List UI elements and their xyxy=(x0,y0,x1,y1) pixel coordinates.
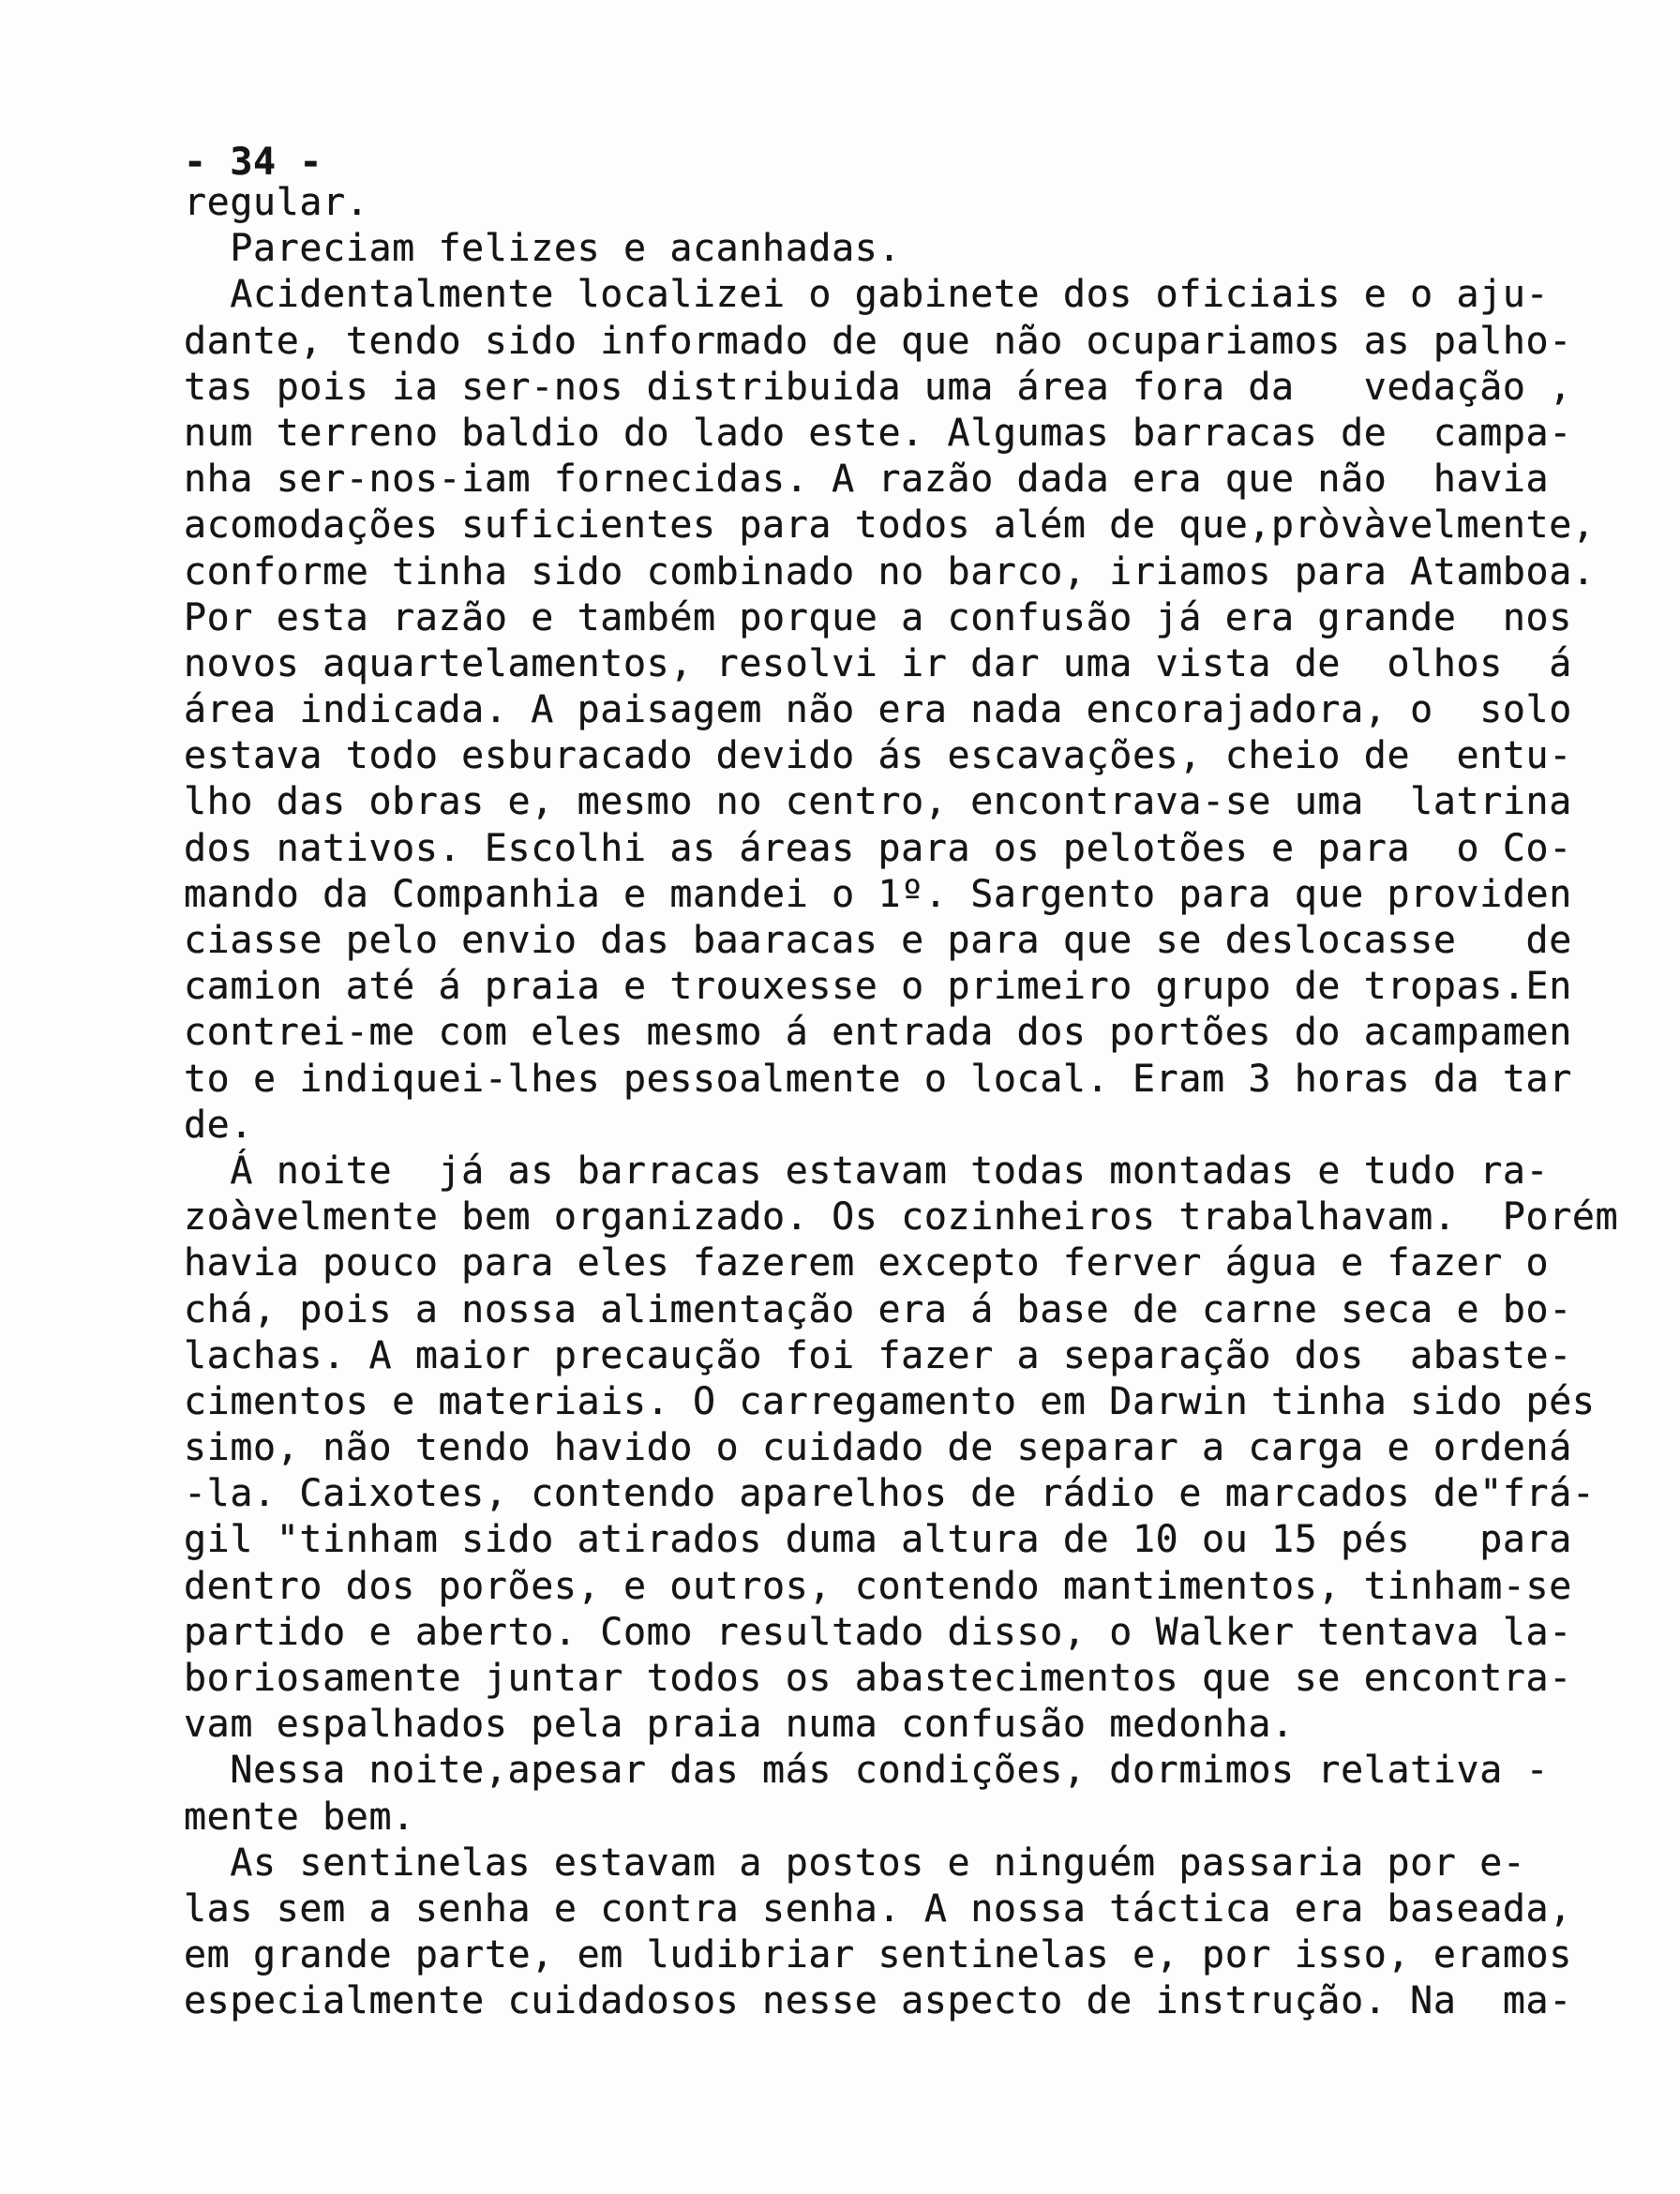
text-line: estava todo esburacado devido ás escavações, cheio de entu- xyxy=(184,734,1572,778)
text-line: novos aquartelamentos, resolvi ir dar uma vista de olhos á xyxy=(184,641,1572,685)
text-line: em grande parte, em ludibriar sentinelas e, por isso, eramos xyxy=(184,1933,1572,1977)
text-line: dos nativos. Escolhi as áreas para os pelotões e para o Co- xyxy=(184,826,1572,870)
text-line: las sem a senha e contra senha. A nossa táctica era baseada, xyxy=(184,1886,1572,1931)
text-line: chá, pois a nossa alimentação era á base de carne seca e bo- xyxy=(184,1287,1572,1331)
text-line: de. xyxy=(184,1103,254,1147)
text-line: zoàvelmente bem organizado. Os cozinheiros trabalhavam. Porém xyxy=(184,1195,1619,1240)
text-line: lho das obras e, mesmo no centro, encontrava-se uma latrina xyxy=(184,780,1572,824)
text-line: acomodações suficientes para todos além de que,pròvàvelmente, xyxy=(184,503,1596,548)
text-line: -la. Caixotes, contendo aparelhos de rádio e marcados de"frá- xyxy=(184,1472,1596,1516)
text-line: partido e aberto. Como resultado disso, o Walker tentava la- xyxy=(184,1610,1572,1654)
text-line: gil "tinham sido atirados duma altura de 10 ou 15 pés para xyxy=(184,1518,1572,1562)
text-line: especialmente cuidadosos nesse aspecto de instrução. Na ma- xyxy=(184,1979,1572,2023)
text-line: Nessa noite,apesar das más condições, dormimos relativa - xyxy=(184,1749,1550,1793)
text-line: As sentinelas estavam a postos e ninguém passaria por e- xyxy=(184,1841,1526,1885)
text-line: mando da Companhia e mandei o 1º. Sargento para que providen xyxy=(184,872,1572,916)
text-line: mente bem. xyxy=(184,1795,415,1839)
text-line: dentro dos porões, e outros, contendo mantimentos, tinham-se xyxy=(184,1564,1572,1608)
text-line: boriosamente juntar todos os abastecimentos que se encontra- xyxy=(184,1657,1572,1700)
text-line: conforme tinha sido combinado no barco, iriamos para Atamboa. xyxy=(184,549,1596,594)
text-line: num terreno baldio do lado este. Algumas barracas de campa- xyxy=(184,411,1572,455)
text-line: regular. xyxy=(184,181,369,224)
page-number: - 34 - xyxy=(184,141,323,184)
text-line: Á noite já as barracas estavam todas montadas e tudo ra- xyxy=(184,1149,1550,1193)
text-line: camion até á praia e trouxesse o primeiro grupo de tropas.En xyxy=(184,965,1572,1009)
text-line: nha ser-nos-iam fornecidas. A razão dada era que não havia xyxy=(184,458,1550,502)
body-text xyxy=(184,180,1619,2025)
text-line: cimentos e materiais. O carregamento em Darwin tinha sido pés xyxy=(184,1379,1596,1423)
text-line: Pareciam felizes e acanhadas. xyxy=(184,227,902,271)
text-line: tas pois ia ser-nos distribuida uma área fora da vedação , xyxy=(184,365,1572,409)
text-line: lachas. A maior precaução foi fazer a separação dos abaste- xyxy=(184,1333,1572,1377)
text-line: área indicada. A paisagem não era nada encorajadora, o solo xyxy=(184,688,1572,732)
text-line: havia pouco para eles fazerem excepto ferver água e fazer o xyxy=(184,1241,1550,1285)
text-line: to e indiquei-lhes pessoalmente o local. Eram 3 horas da tar xyxy=(184,1057,1572,1101)
text-line: vam espalhados pela praia numa confusão medonha. xyxy=(184,1703,1295,1747)
text-line: simo, não tendo havido o cuidado de separar a carga e ordená xyxy=(184,1426,1572,1470)
text-line: ciasse pelo envio das baaracas e para que se deslocasse de xyxy=(184,919,1572,962)
text-line: contrei-me com eles mesmo á entrada dos portões do acampamen xyxy=(184,1011,1572,1055)
text-line: dante, tendo sido informado de que não ocupariamos as palho- xyxy=(184,319,1572,363)
text-line: Acidentalmente localizei o gabinete dos oficiais e o aju- xyxy=(184,273,1550,317)
text-line: Por esta razão e também porque a confusão já era grande nos xyxy=(184,595,1572,639)
